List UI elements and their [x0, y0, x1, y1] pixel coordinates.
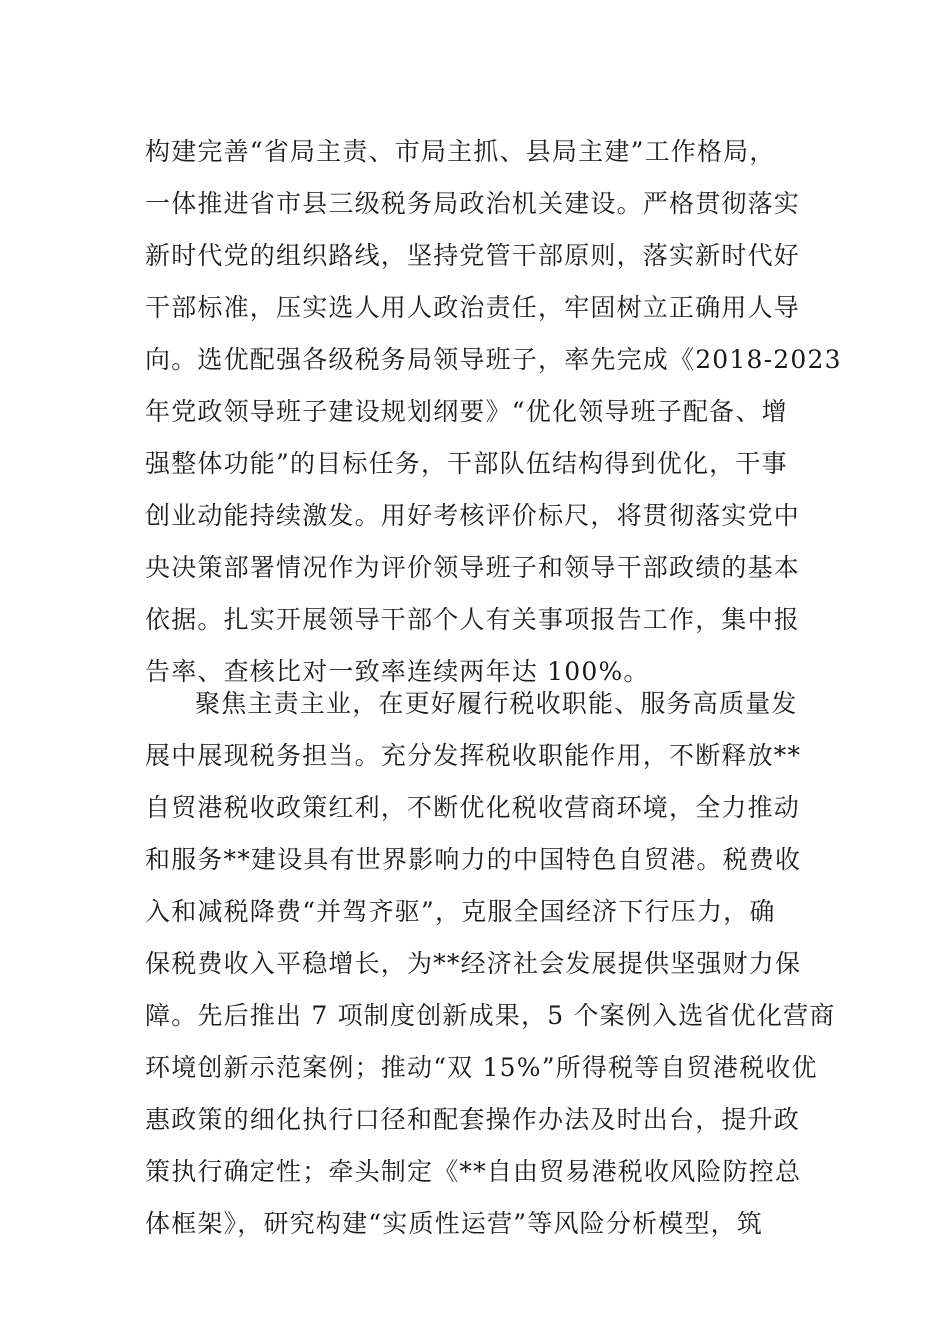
paragraph-line: 年党政领导班子建设规划纲要》“优化领导班子配备、增	[145, 397, 788, 426]
paragraph-line: 体框架》，研究构建“实质性运营”等风险分析模型，筑	[145, 1209, 764, 1238]
paragraph-line: 依据。扎实开展领导干部个人有关事项报告工作，集中报	[145, 605, 801, 634]
paragraph-line: 障。先后推出 7 项制度创新成果，5 个案例入选省优化营商	[145, 1001, 836, 1030]
paragraph-line: 自贸港税收政策红利，不断优化税收营商环境，全力推动	[145, 793, 801, 822]
paragraph-line: 入和减税降费“并驾齐驱”，克服全国经济下行压力，确	[145, 897, 776, 926]
paragraph-line: 强整体功能”的目标任务，干部队伍结构得到优化，干事	[145, 449, 788, 478]
paragraph-line: 策执行确定性；牵头制定《**自由贸易港税收风险防控总	[145, 1157, 802, 1186]
paragraph-line: 央决策部署情况作为评价领导班子和领导干部政绩的基本	[145, 553, 801, 582]
paragraph-line: 构建完善“省局主责、市局主抓、县局主建”工作格局，	[145, 137, 776, 166]
paragraph-line: 创业动能持续激发。用好考核评价标尺，将贯彻落实党中	[145, 501, 801, 530]
paragraph-line: 一体推进省市县三级税务局政治机关建设。严格贯彻落实	[145, 189, 801, 218]
paragraph-line: 环境创新示范案例；推动“双 15%”所得税等自贸港税收优	[145, 1053, 818, 1082]
paragraph-line: 新时代党的组织路线，坚持党管干部原则，落实新时代好	[145, 241, 801, 270]
paragraph-1	[145, 126, 842, 698]
paragraph-line: 干部标准，压实选人用人政治责任，牢固树立正确用人导	[145, 293, 801, 322]
paragraph-2	[145, 678, 836, 1250]
paragraph-line: 向。选优配强各级税务局领导班子，率先完成《2018-2023	[145, 345, 842, 374]
paragraph-line: 告率、查核比对一致率连续两年达 100%。	[145, 657, 650, 686]
paragraph-line: 保税费收入平稳增长，为**经济社会发展提供坚强财力保	[145, 949, 802, 978]
paragraph-line: 和服务**建设具有世界影响力的中国特色自贸港。税费收	[145, 845, 802, 874]
paragraph-line: 展中展现税务担当。充分发挥税收职能作用，不断释放**	[145, 741, 802, 770]
paragraph-line: 惠政策的细化执行口径和配套操作办法及时出台，提升政	[145, 1105, 801, 1134]
paragraph-first-line: 聚焦主责主业，在更好履行税收职能、服务高质量发	[195, 689, 798, 718]
